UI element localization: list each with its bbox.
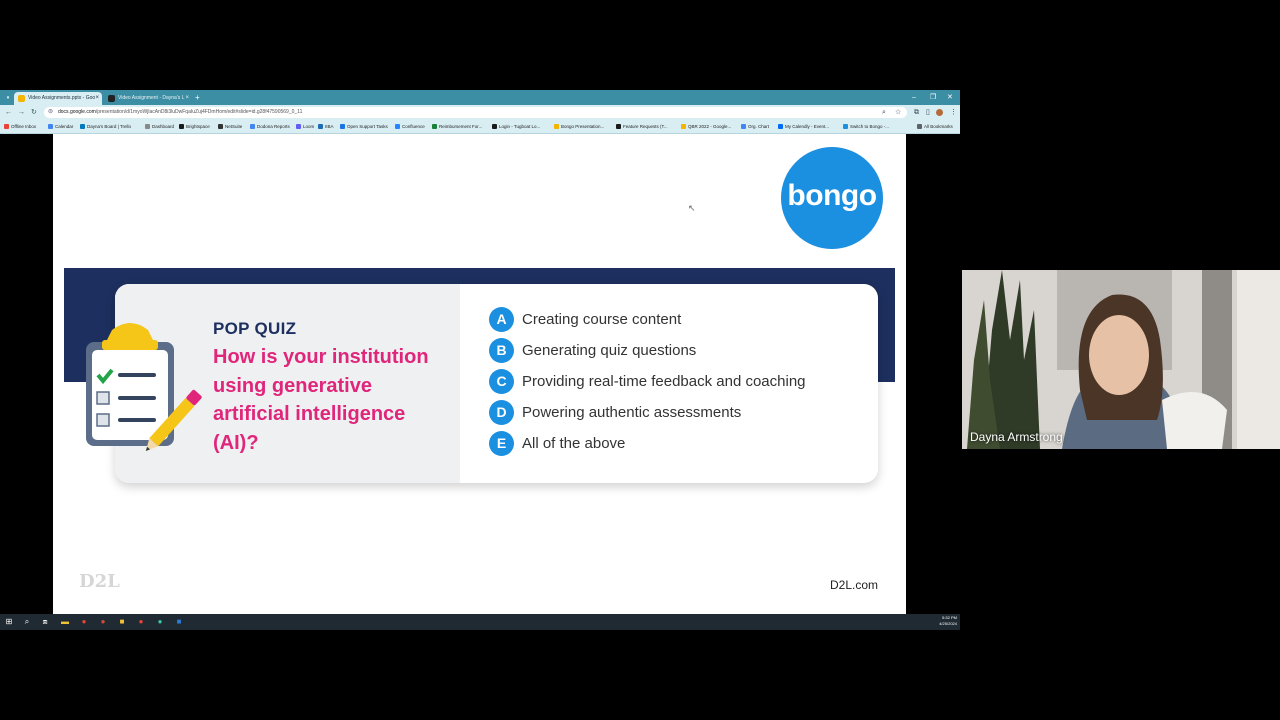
side-panel-icon[interactable]: ▯ — [926, 109, 930, 116]
bookmark-label: Feature Requests (T... — [623, 124, 668, 129]
bookmark-item[interactable] — [340, 122, 388, 131]
bookmark-label: Calendar — [55, 124, 74, 129]
browser-tab-video-assignment[interactable] — [104, 92, 192, 105]
bookmark-favicon-icon — [395, 124, 400, 129]
folder-icon — [917, 124, 922, 129]
close-window-icon[interactable]: ✕ — [947, 94, 953, 101]
bookmark-label: Login - Tugboat Lo... — [499, 124, 541, 129]
bookmark-label: My Calendly - Event... — [785, 124, 830, 129]
bookmark-favicon-icon — [48, 124, 53, 129]
bookmark-item[interactable] — [616, 122, 668, 131]
bookmarks-bar — [0, 120, 960, 134]
all-bookmarks-button[interactable] — [917, 122, 953, 131]
bookmark-favicon-icon — [432, 124, 437, 129]
answer-letter-badge: A — [489, 307, 514, 332]
answer-text: Creating course content — [522, 311, 682, 328]
answer-letter-badge: D — [489, 400, 514, 425]
answer-letter-badge: B — [489, 338, 514, 363]
zoom-icon[interactable]: ⌕ — [882, 109, 886, 116]
maximize-icon[interactable]: ❐ — [930, 94, 937, 101]
bookmark-label: Brightspace — [186, 124, 210, 129]
bookmark-favicon-icon — [250, 124, 255, 129]
bookmark-favicon-icon — [741, 124, 746, 129]
site-info-icon[interactable]: ⊜ — [48, 109, 54, 115]
task-view-icon[interactable]: ⧈ — [42, 617, 48, 626]
bookmark-favicon-icon — [778, 124, 783, 129]
browser-tab-strip — [0, 90, 960, 105]
bongo-logo: bongo — [781, 147, 883, 249]
bookmark-label: Open Support Tasks — [347, 124, 388, 129]
d2l-url: D2L.com — [830, 578, 879, 592]
chrome-active-icon[interactable]: ● — [138, 617, 144, 626]
search-icon[interactable]: ⌕ — [24, 617, 30, 626]
reload-icon[interactable]: ↻ — [31, 109, 37, 116]
profile-avatar[interactable] — [936, 109, 943, 116]
bookmark-label: Dashboard — [152, 124, 175, 129]
taskbar-clock[interactable] — [939, 615, 957, 627]
pop-quiz-heading: POP QUIZ — [213, 319, 297, 338]
all-bookmarks-label: All Bookmarks — [924, 124, 953, 129]
clock-time: 5:32 PM — [942, 615, 957, 620]
bookmark-item[interactable] — [492, 122, 540, 131]
address-bar[interactable] — [44, 107, 907, 118]
bookmark-favicon-icon — [296, 124, 301, 129]
bookmark-favicon-icon — [179, 124, 184, 129]
sticky-notes-icon[interactable]: ■ — [119, 617, 125, 626]
quiz-question: How is your institution using generative artificial intelligence (AI)? — [213, 346, 429, 454]
bookmark-favicon-icon — [145, 124, 150, 129]
chrome-icon[interactable]: ● — [81, 617, 87, 626]
bookmark-label: NetSuite — [225, 124, 243, 129]
bookmark-item[interactable] — [843, 122, 889, 131]
bookmark-item[interactable] — [250, 122, 290, 131]
new-tab-button[interactable]: + — [195, 93, 200, 102]
clipboard-checklist-icon — [78, 320, 208, 460]
bookmark-label: Org. Chart — [748, 124, 770, 129]
bookmark-label: Offline Inbox — [11, 124, 37, 129]
bookmark-item[interactable] — [681, 122, 731, 131]
bookmark-favicon-icon — [843, 124, 848, 129]
url-host: docs.google.com — [58, 109, 96, 115]
participant-name: Dayna Armstrong — [970, 430, 1063, 444]
mouse-cursor-icon: ↖ — [688, 203, 696, 213]
clock-date: 4/25/2024 — [939, 621, 957, 626]
bookmark-favicon-icon — [681, 124, 686, 129]
loom-icon — [108, 95, 115, 102]
webcam-video — [962, 270, 1280, 449]
answer-text: Generating quiz questions — [522, 342, 697, 359]
bookmark-item[interactable] — [432, 122, 482, 131]
answer-letter-badge: C — [489, 369, 514, 394]
tab-title: Video Assignments.pptx - Goo — [28, 95, 96, 101]
minimize-icon[interactable]: – — [912, 94, 916, 101]
bookmark-label: Switch to Bongo -... — [850, 124, 890, 129]
shared-screen — [0, 90, 960, 630]
bookmark-star-icon[interactable]: ☆ — [895, 109, 902, 116]
d2l-logo: D2L — [79, 571, 120, 592]
bookmark-label: Bongo Presentation... — [561, 124, 605, 129]
bookmark-label: Confluence — [402, 124, 425, 129]
bookmark-favicon-icon — [80, 124, 85, 129]
bookmark-item[interactable] — [296, 122, 314, 131]
url-path: /presentation/d/1myoWjlacAnD8i3luDwFqaIuZuj4FDmHom/edit#slide=id.g28f47590569_0_11 — [95, 109, 303, 115]
extensions-icon[interactable]: ⧉ — [914, 109, 919, 116]
webcam-tile — [962, 270, 1280, 449]
bookmark-item[interactable] — [318, 122, 334, 131]
close-icon[interactable]: × — [185, 95, 189, 101]
bookmark-favicon-icon — [340, 124, 345, 129]
forward-icon[interactable]: → — [18, 109, 25, 116]
windows-start-icon[interactable]: ⊞ — [5, 617, 13, 626]
chrome-profile-icon[interactable]: ● — [100, 617, 106, 626]
windows-taskbar — [0, 614, 960, 630]
slides-icon — [18, 95, 25, 102]
browser-tab-video-assignments[interactable] — [14, 92, 102, 105]
slide-viewport — [0, 134, 960, 614]
bookmark-label: Reimbursement For... — [439, 124, 483, 129]
bookmark-item[interactable] — [80, 122, 131, 131]
bookmark-favicon-icon — [492, 124, 497, 129]
answer-text: Powering authentic assessments — [522, 404, 742, 421]
bookmark-item[interactable] — [48, 122, 73, 131]
bookmark-favicon-icon — [4, 124, 9, 129]
bookmark-item[interactable] — [4, 122, 36, 131]
bookmark-favicon-icon — [616, 124, 621, 129]
bookmark-favicon-icon — [218, 124, 223, 129]
bookmark-item[interactable] — [554, 122, 604, 131]
bookmark-item[interactable] — [741, 122, 769, 131]
back-icon[interactable]: ← — [5, 109, 12, 116]
menu-icon[interactable]: ⋮ — [950, 109, 957, 116]
browser-toolbar — [0, 105, 960, 120]
bookmark-label: QBR 2022 - Google... — [688, 124, 732, 129]
tab-title: Video Assignment - Dayna's L — [118, 95, 185, 101]
outlook-icon[interactable]: ■ — [176, 617, 182, 626]
slide — [53, 134, 906, 614]
bookmark-item[interactable] — [145, 122, 174, 131]
bookmark-item[interactable] — [179, 122, 210, 131]
bookmark-label: Dayna's Board | Trello — [87, 124, 132, 129]
tab-list-icon[interactable]: ▾ — [6, 95, 10, 101]
bookmark-item[interactable] — [218, 122, 242, 131]
bookmark-favicon-icon — [318, 124, 323, 129]
answer-letter-badge: E — [489, 431, 514, 456]
answer-text: All of the above — [522, 435, 626, 452]
bookmark-item[interactable] — [395, 122, 425, 131]
close-icon[interactable]: × — [95, 95, 99, 101]
bookmark-label: Loom — [303, 124, 315, 129]
file-explorer-icon[interactable]: ▬ — [61, 617, 69, 626]
answer-text: Providing real-time feedback and coaching — [522, 373, 806, 390]
edge-icon[interactable]: ● — [157, 617, 163, 626]
bookmark-label: IIBA — [325, 124, 334, 129]
bookmark-favicon-icon — [554, 124, 559, 129]
bookmark-label: Dodona Reports — [257, 124, 290, 129]
bookmark-item[interactable] — [778, 122, 829, 131]
